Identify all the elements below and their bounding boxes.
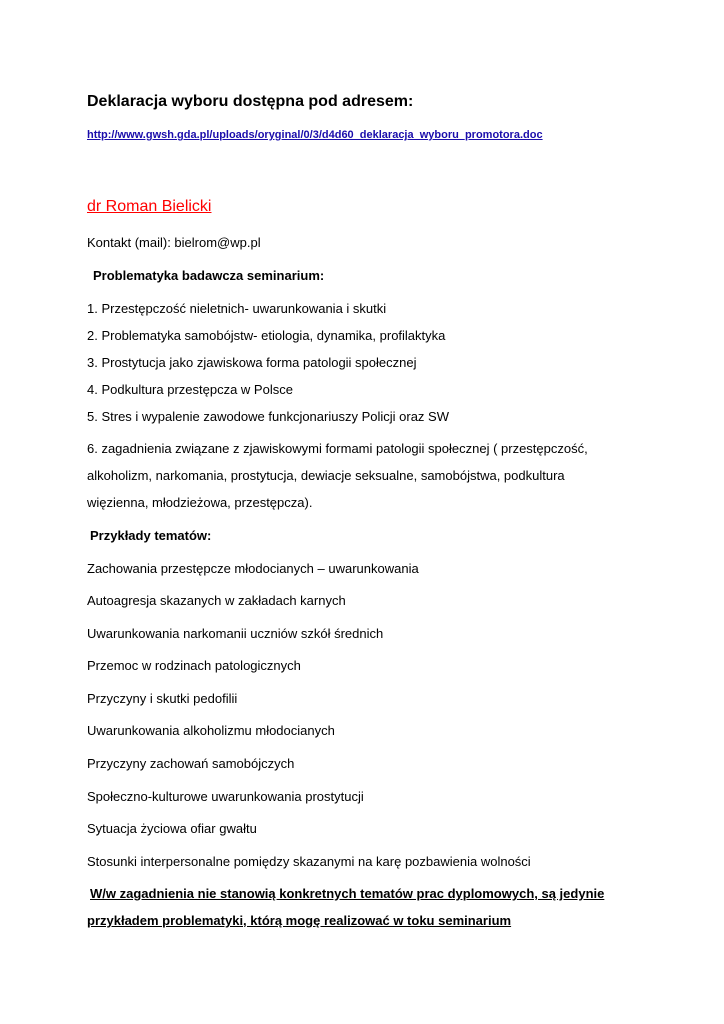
research-problems-title: Problematyka badawcza seminarium: <box>93 268 325 283</box>
research-item-4: 4. Podkultura przestępcza w Polsce <box>87 382 293 397</box>
research-item-6-line-2: alkoholizm, narkomania, prostytucja, dewiacje seksualne, samobójstwa, podkultura <box>87 468 565 483</box>
disclaimer-line-1: W/w zagadnienia nie stanowią konkretnych tematów prac dyplomowych, są jedynie <box>90 886 605 901</box>
research-item-3: 3. Prostytucja jako zjawiskowa forma patologii społecznej <box>87 355 417 370</box>
example-topic-4: Przemoc w rodzinach patologicznych <box>87 658 301 673</box>
contact-email: Kontakt (mail): bielrom@wp.pl <box>87 235 261 250</box>
research-item-2: 2. Problematyka samobójstw- etiologia, dynamika, profilaktyka <box>87 328 446 343</box>
document-heading: Deklaracja wyboru dostępna pod adresem: <box>87 93 414 110</box>
example-topic-1: Zachowania przestępcze młodocianych – uwarunkowania <box>87 561 419 576</box>
example-topic-7: Przyczyny zachowań samobójczych <box>87 756 295 771</box>
example-topic-2: Autoagresja skazanych w zakładach karnych <box>87 593 346 608</box>
example-topic-6: Uwarunkowania alkoholizmu młodocianych <box>87 723 335 738</box>
example-topic-10: Stosunki interpersonalne pomiędzy skazanymi na karę pozbawienia wolności <box>87 854 531 869</box>
examples-title: Przykłady tematów: <box>90 528 212 543</box>
research-item-6-line-3: więzienna, młodzieżowa, przestępcza). <box>87 495 313 510</box>
declaration-link[interactable]: http://www.gwsh.gda.pl/uploads/oryginal/0/3/d4d60_deklaracja_wyboru_promotora.doc <box>87 129 543 141</box>
research-item-6-line-1: 6. zagadnienia związane z zjawiskowymi formami patologii społecznej ( przestępczość, <box>87 441 588 456</box>
supervisor-name[interactable]: dr Roman Bielicki <box>87 198 212 215</box>
example-topic-9: Sytuacja życiowa ofiar gwałtu <box>87 821 257 836</box>
example-topic-8: Społeczno-kulturowe uwarunkowania prostytucji <box>87 789 364 804</box>
example-topic-3: Uwarunkowania narkomanii uczniów szkół średnich <box>87 626 384 641</box>
example-topic-5: Przyczyny i skutki pedofilii <box>87 691 238 706</box>
disclaimer-line-2: przykładem problematyki, którą mogę realizować w toku seminarium <box>87 913 512 928</box>
research-item-5: 5. Stres i wypalenie zawodowe funkcjonariuszy Policji oraz SW <box>87 409 449 424</box>
research-item-1: 1. Przestępczość nieletnich- uwarunkowania i skutki <box>87 301 387 316</box>
